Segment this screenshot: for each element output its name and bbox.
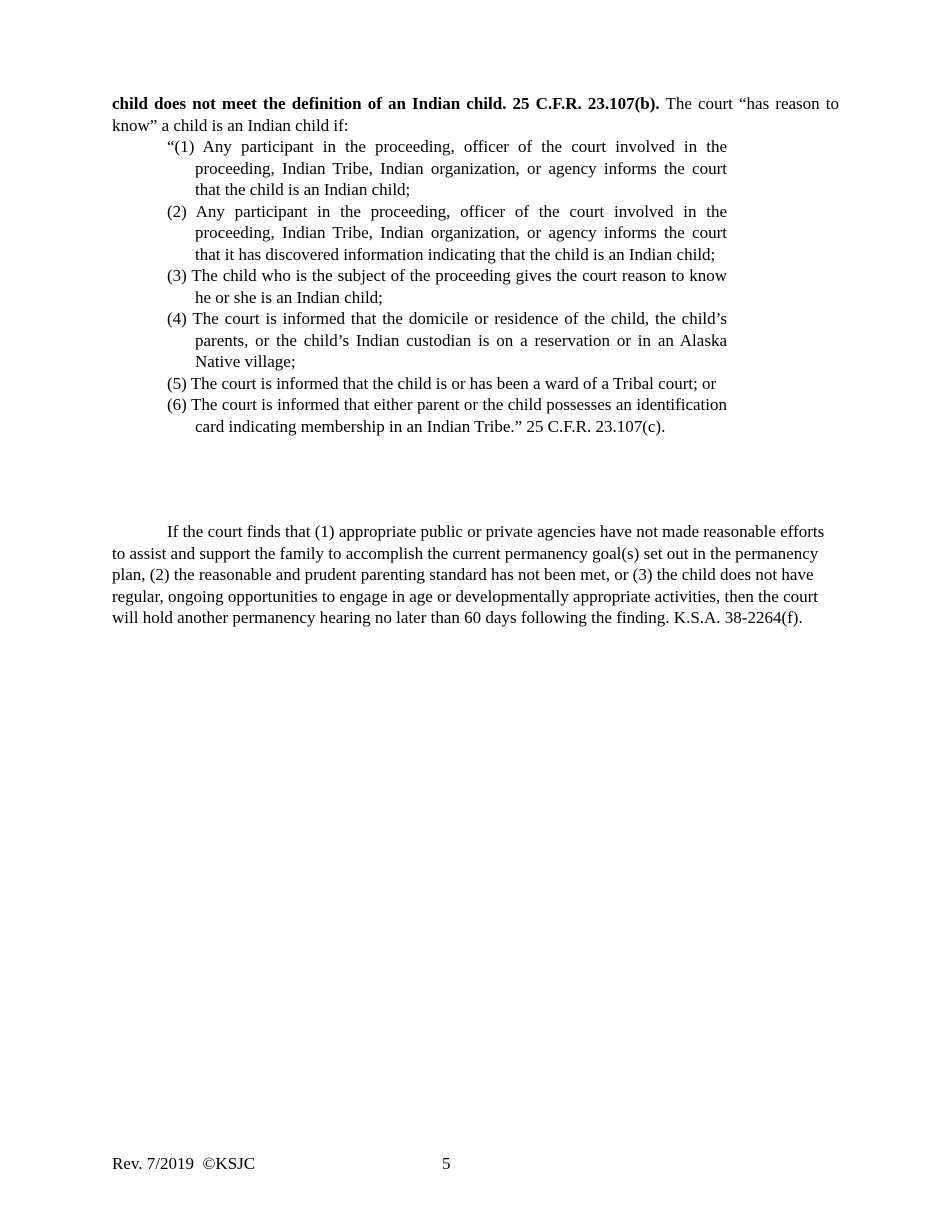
quote-item-3: (3) The child who is the subject of the proceeding gives the court reason to know he or she is an Indian child; [167, 266, 727, 307]
opening-rest-text: The court “has reason to know” a child is an Indian child if: [112, 94, 839, 135]
regulation-quote-list [167, 136, 727, 437]
quote-item-1: “(1) Any participant in the proceeding, officer of the court involved in the proceeding, Indian Tribe, Indian organization, or agency informs the court that the child is an Indian child; [167, 137, 727, 199]
permanency-hearing-paragraph: If the court finds that (1) appropriate public or private agencies have not made reasonable efforts to assist and support the family to accomplish the current permanency goal(s) set out in the permanency plan, (2) the reasonable and prudent parenting standard has not been met, or (3) the child does not have regular, ongoing opportunities to engage in age or developmentally appropriate activities, then the court will hold another permanency hearing no later than 60 days following the finding. K.S.A. 38-2264(f). [112, 522, 825, 627]
footer-page-number: 5 [442, 1154, 451, 1173]
opening-bold-citation: child does not meet the definition of an Indian child. 25 C.F.R. 23.107(b). [112, 94, 660, 113]
page-footer [112, 1153, 512, 1175]
quote-item-4: (4) The court is informed that the domicile or residence of the child, the child’s parents, or the child’s Indian custodian is on a reservation or in an Alaska Native village; [167, 309, 727, 371]
quote-item-6: (6) The court is informed that either parent or the child possesses an identification card indicating membership in an Indian Tribe.” 25 C.F.R. 23.107(c). [167, 395, 727, 436]
quote-item-2: (2) Any participant in the proceeding, officer of the court involved in the proceeding, Indian Tribe, Indian organization, or agency informs the court that it has discovered information indicating that the child is an Indian child; [167, 201, 727, 264]
opening-paragraph [112, 93, 839, 136]
footer-revision: Rev. 7/2019 ©KSJC [112, 1154, 256, 1173]
quote-item-5: (5) The court is informed that the child is or has been a ward of a Tribal court; or [167, 373, 717, 393]
